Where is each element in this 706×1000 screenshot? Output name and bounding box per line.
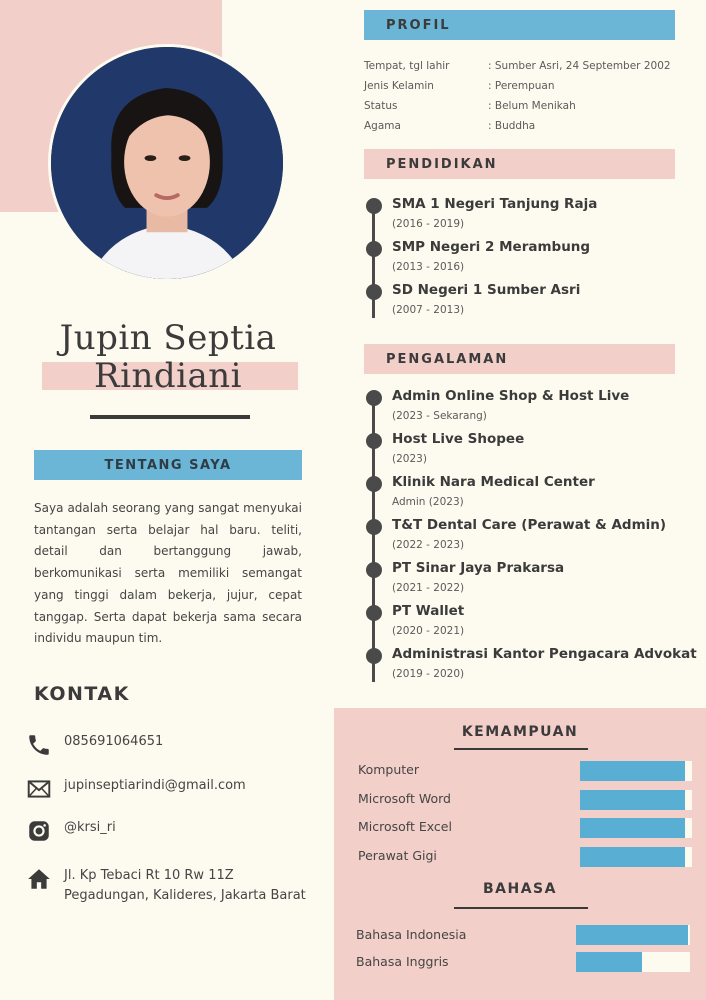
experience-years: (2023) xyxy=(392,453,427,465)
profil-key: Agama xyxy=(364,120,401,132)
experience-years: (2019 - 2020) xyxy=(392,668,465,680)
experience-role: Klinik Nara Medical Center xyxy=(392,474,595,490)
experience-heading: PENGALAMAN xyxy=(364,344,675,374)
timeline-dot xyxy=(366,390,382,406)
languages-heading: BAHASA xyxy=(483,881,557,897)
education-timeline-line xyxy=(372,206,375,318)
contact-address xyxy=(26,866,316,906)
name-first-line: Jupin Septia xyxy=(59,318,277,358)
education-years: (2013 - 2016) xyxy=(392,261,465,273)
timeline-dot xyxy=(366,433,382,449)
profile-photo xyxy=(48,44,286,282)
skill-bar xyxy=(580,818,692,838)
timeline-dot xyxy=(366,198,382,214)
profil-value: : Belum Menikah xyxy=(488,100,576,112)
profil-value: : Sumber Asri, 24 September 2002 xyxy=(488,60,671,72)
contact-email xyxy=(26,776,316,802)
skills-heading-rule xyxy=(454,748,588,750)
profil-value: : Buddha xyxy=(488,120,536,132)
language-label: Bahasa Indonesia xyxy=(356,927,467,942)
phone-text: 085691064651 xyxy=(64,734,164,749)
about-heading: TENTANG SAYA xyxy=(34,450,302,480)
language-bar xyxy=(576,925,690,945)
language-bar-fill xyxy=(576,925,688,945)
portrait-illustration xyxy=(51,47,283,279)
address-text: Jl. Kp Tebaci Rt 10 Rw 11Z Pegadungan, Kalideres, Jakarta Barat xyxy=(64,868,306,903)
phone-icon xyxy=(26,732,52,758)
experience-years: (2020 - 2021) xyxy=(392,625,465,637)
instagram-icon xyxy=(26,818,52,844)
skill-label: Perawat Gigi xyxy=(358,848,437,863)
profil-row xyxy=(364,116,671,136)
experience-years: (2022 - 2023) xyxy=(392,539,465,551)
experience-years: Admin (2023) xyxy=(392,496,464,508)
education-school: SMP Negeri 2 Merambung xyxy=(392,239,591,255)
profil-row xyxy=(364,56,671,76)
skill-label: Komputer xyxy=(358,762,419,777)
timeline-dot xyxy=(366,605,382,621)
experience-role: Admin Online Shop & Host Live xyxy=(392,388,630,404)
timeline-dot xyxy=(366,241,382,257)
home-icon xyxy=(26,866,52,892)
timeline-dot xyxy=(366,648,382,664)
contact-instagram xyxy=(26,818,316,844)
skill-bar xyxy=(580,761,692,781)
profil-row xyxy=(364,96,671,116)
skill-label: Microsoft Word xyxy=(358,791,451,806)
profil-value: : Perempuan xyxy=(488,80,555,92)
name-second-line: Rindiani xyxy=(93,356,243,396)
experience-role: T&T Dental Care (Perawat & Admin) xyxy=(392,517,667,533)
education-years: (2016 - 2019) xyxy=(392,218,465,230)
languages-heading-rule xyxy=(454,907,588,909)
skills-heading: KEMAMPUAN xyxy=(461,724,579,740)
experience-role: Administrasi Kantor Pengacara Advokat xyxy=(392,646,697,662)
skill-bar-fill xyxy=(580,790,685,810)
experience-role: Host Live Shopee xyxy=(392,431,525,447)
profil-row xyxy=(364,76,671,96)
instagram-text: @krsi_ri xyxy=(64,820,116,835)
experience-years: (2023 - Sekarang) xyxy=(392,410,487,422)
skill-bar xyxy=(580,847,692,867)
mail-icon xyxy=(26,776,52,802)
skill-label: Microsoft Excel xyxy=(358,819,452,834)
education-years: (2007 - 2013) xyxy=(392,304,465,316)
timeline-dot xyxy=(366,562,382,578)
skill-bar xyxy=(580,790,692,810)
language-label: Bahasa Inggris xyxy=(356,954,449,969)
experience-years: (2021 - 2022) xyxy=(392,582,465,594)
skill-bar-fill xyxy=(580,818,685,838)
email-text: jupinseptiarindi@gmail.com xyxy=(64,778,246,793)
skill-bar-fill xyxy=(580,847,685,867)
profil-heading: PROFIL xyxy=(364,10,675,40)
experience-role: PT Wallet xyxy=(392,603,465,619)
about-text: Saya adalah seorang yang sangat menyukai tantangan serta belajar hal baru. teliti, detail dan bertanggung jawab, berkomunikasi serta memiliki semangat yang tinggi dalam bekerja, jujur, cepat tanggap. Serta dapat bekerja sama secara individu maupun tim. xyxy=(34,501,302,646)
timeline-dot xyxy=(366,476,382,492)
name-divider xyxy=(90,415,250,419)
contact-heading: KONTAK xyxy=(34,683,130,705)
timeline-dot xyxy=(366,519,382,535)
profil-key: Jenis Kelamin xyxy=(364,80,434,92)
education-school: SD Negeri 1 Sumber Asri xyxy=(392,282,581,298)
skill-bar-fill xyxy=(580,761,685,781)
experience-role: PT Sinar Jaya Prakarsa xyxy=(392,560,565,576)
language-bar-fill xyxy=(576,952,642,972)
education-school: SMA 1 Negeri Tanjung Raja xyxy=(392,196,598,212)
education-heading: PENDIDIKAN xyxy=(364,149,675,179)
profil-key: Tempat, tgl lahir xyxy=(364,60,450,72)
profil-table xyxy=(364,56,671,136)
language-bar xyxy=(576,952,690,972)
contact-phone xyxy=(26,732,316,758)
profil-key: Status xyxy=(364,100,398,112)
timeline-dot xyxy=(366,284,382,300)
